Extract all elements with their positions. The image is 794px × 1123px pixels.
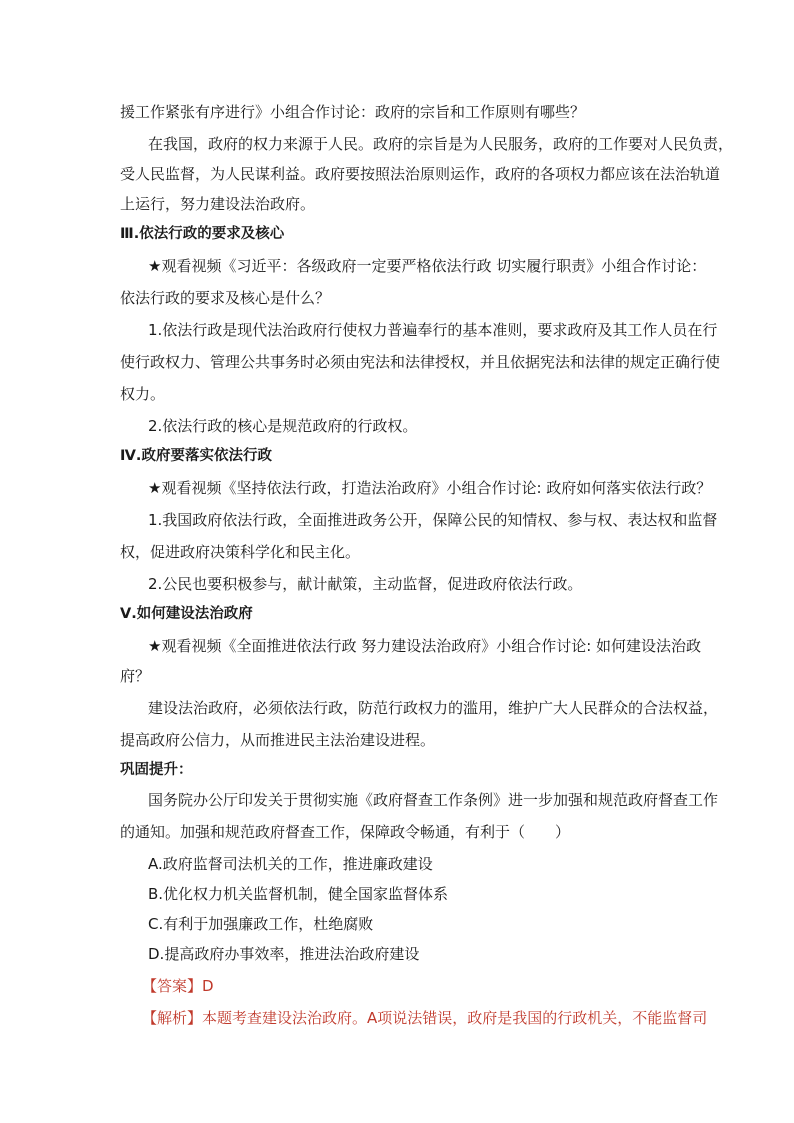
paragraph-line: 援工作紧张有序进行》小组合作讨论：政府的宗旨和工作原则有哪些？	[120, 103, 586, 121]
paragraph-line: 上运行，努力建设法治政府。	[120, 195, 316, 213]
paragraph-line: 提高政府公信力，从而推进民主法治建设进程。	[120, 731, 436, 749]
paragraph-line: 在我国，政府的权力来源于人民。政府的宗旨是为人民服务，政府的工作要对人民负责，	[148, 135, 734, 153]
question-line: 的通知。加强和规范政府督查工作，保障政令畅通，有利于（ ）	[120, 823, 571, 841]
paragraph-line: 使行政权力、管理公共事务时必须由宪法和法律授权，并且依据宪法和法律的规定正确行使	[120, 353, 721, 371]
section-heading-3: Ⅲ.依法行政的要求及核心	[120, 226, 285, 242]
option-c: C.有利于加强廉政工作，杜绝腐败	[148, 915, 374, 933]
answer-line	[142, 976, 214, 996]
paragraph-line: 受人民监督，为人民谋利益。政府要按照法治原则运作，政府的各项权力都应该在法治轨道	[120, 165, 721, 183]
analysis-line	[142, 1008, 707, 1028]
paragraph-line: 建设法治政府，必须依法行政，防范行政权力的滥用，维护广大人民群众的合法权益，	[148, 699, 719, 717]
paragraph-line: ★观看视频《习近平：各级政府一定要严格依法行政 切实履行职责》小组合作讨论：	[148, 257, 707, 275]
paragraph-line: ★观看视频《全面推进依法行政 努力建设法治政府》小组合作讨论: 如何建设法治政	[148, 637, 702, 655]
paragraph-line: 依法行政的要求及核心是什么？	[120, 289, 331, 307]
paragraph-line: 权，促进政府决策科学化和民主化。	[120, 543, 361, 561]
paragraph-line: 府？	[120, 667, 151, 685]
paragraph-line: 1.我国政府依法行政，全面推进政务公开，保障公民的知情权、参与权、表达权和监督	[148, 511, 718, 529]
analysis-text: 本题考查建设法治政府。A项说法错误，政府是我国的行政机关，不能监督司	[202, 1009, 708, 1027]
paragraph-line: 权力。	[120, 385, 166, 403]
section-heading-5: Ⅴ.如何建设法治政府	[120, 606, 253, 622]
option-a: A.政府监督司法机关的工作，推进廉政建设	[148, 855, 433, 873]
answer-label: 【答案】	[142, 977, 203, 995]
analysis-label: 【解析】	[142, 1009, 203, 1027]
consolidation-heading: 巩固提升：	[120, 762, 193, 778]
paragraph-line: 1.依法行政是现代法治政府行使权力普遍奉行的基本准则，要求政府及其工作人员在行	[148, 321, 718, 339]
question-line: 国务院办公厅印发关于贯彻实施《政府督查工作条例》进一步加强和规范政府督查工作	[148, 791, 719, 809]
option-b: B.优化权力机关监督机制，健全国家监督体系	[148, 885, 449, 903]
paragraph-line: 2.依法行政的核心是规范政府的行政权。	[148, 417, 418, 435]
option-d: D.提高政府办事效率，推进法治政府建设	[148, 945, 420, 963]
section-heading-4: Ⅳ.政府要落实依法行政	[120, 448, 272, 464]
paragraph-line: ★观看视频《坚持依法行政，打造法治政府》小组合作讨论: 政府如何落实依法行政？	[148, 479, 712, 497]
paragraph-line: 2.公民也要积极参与，献计献策，主动监督，促进政府依法行政。	[148, 575, 583, 593]
answer-value: D	[202, 977, 214, 995]
